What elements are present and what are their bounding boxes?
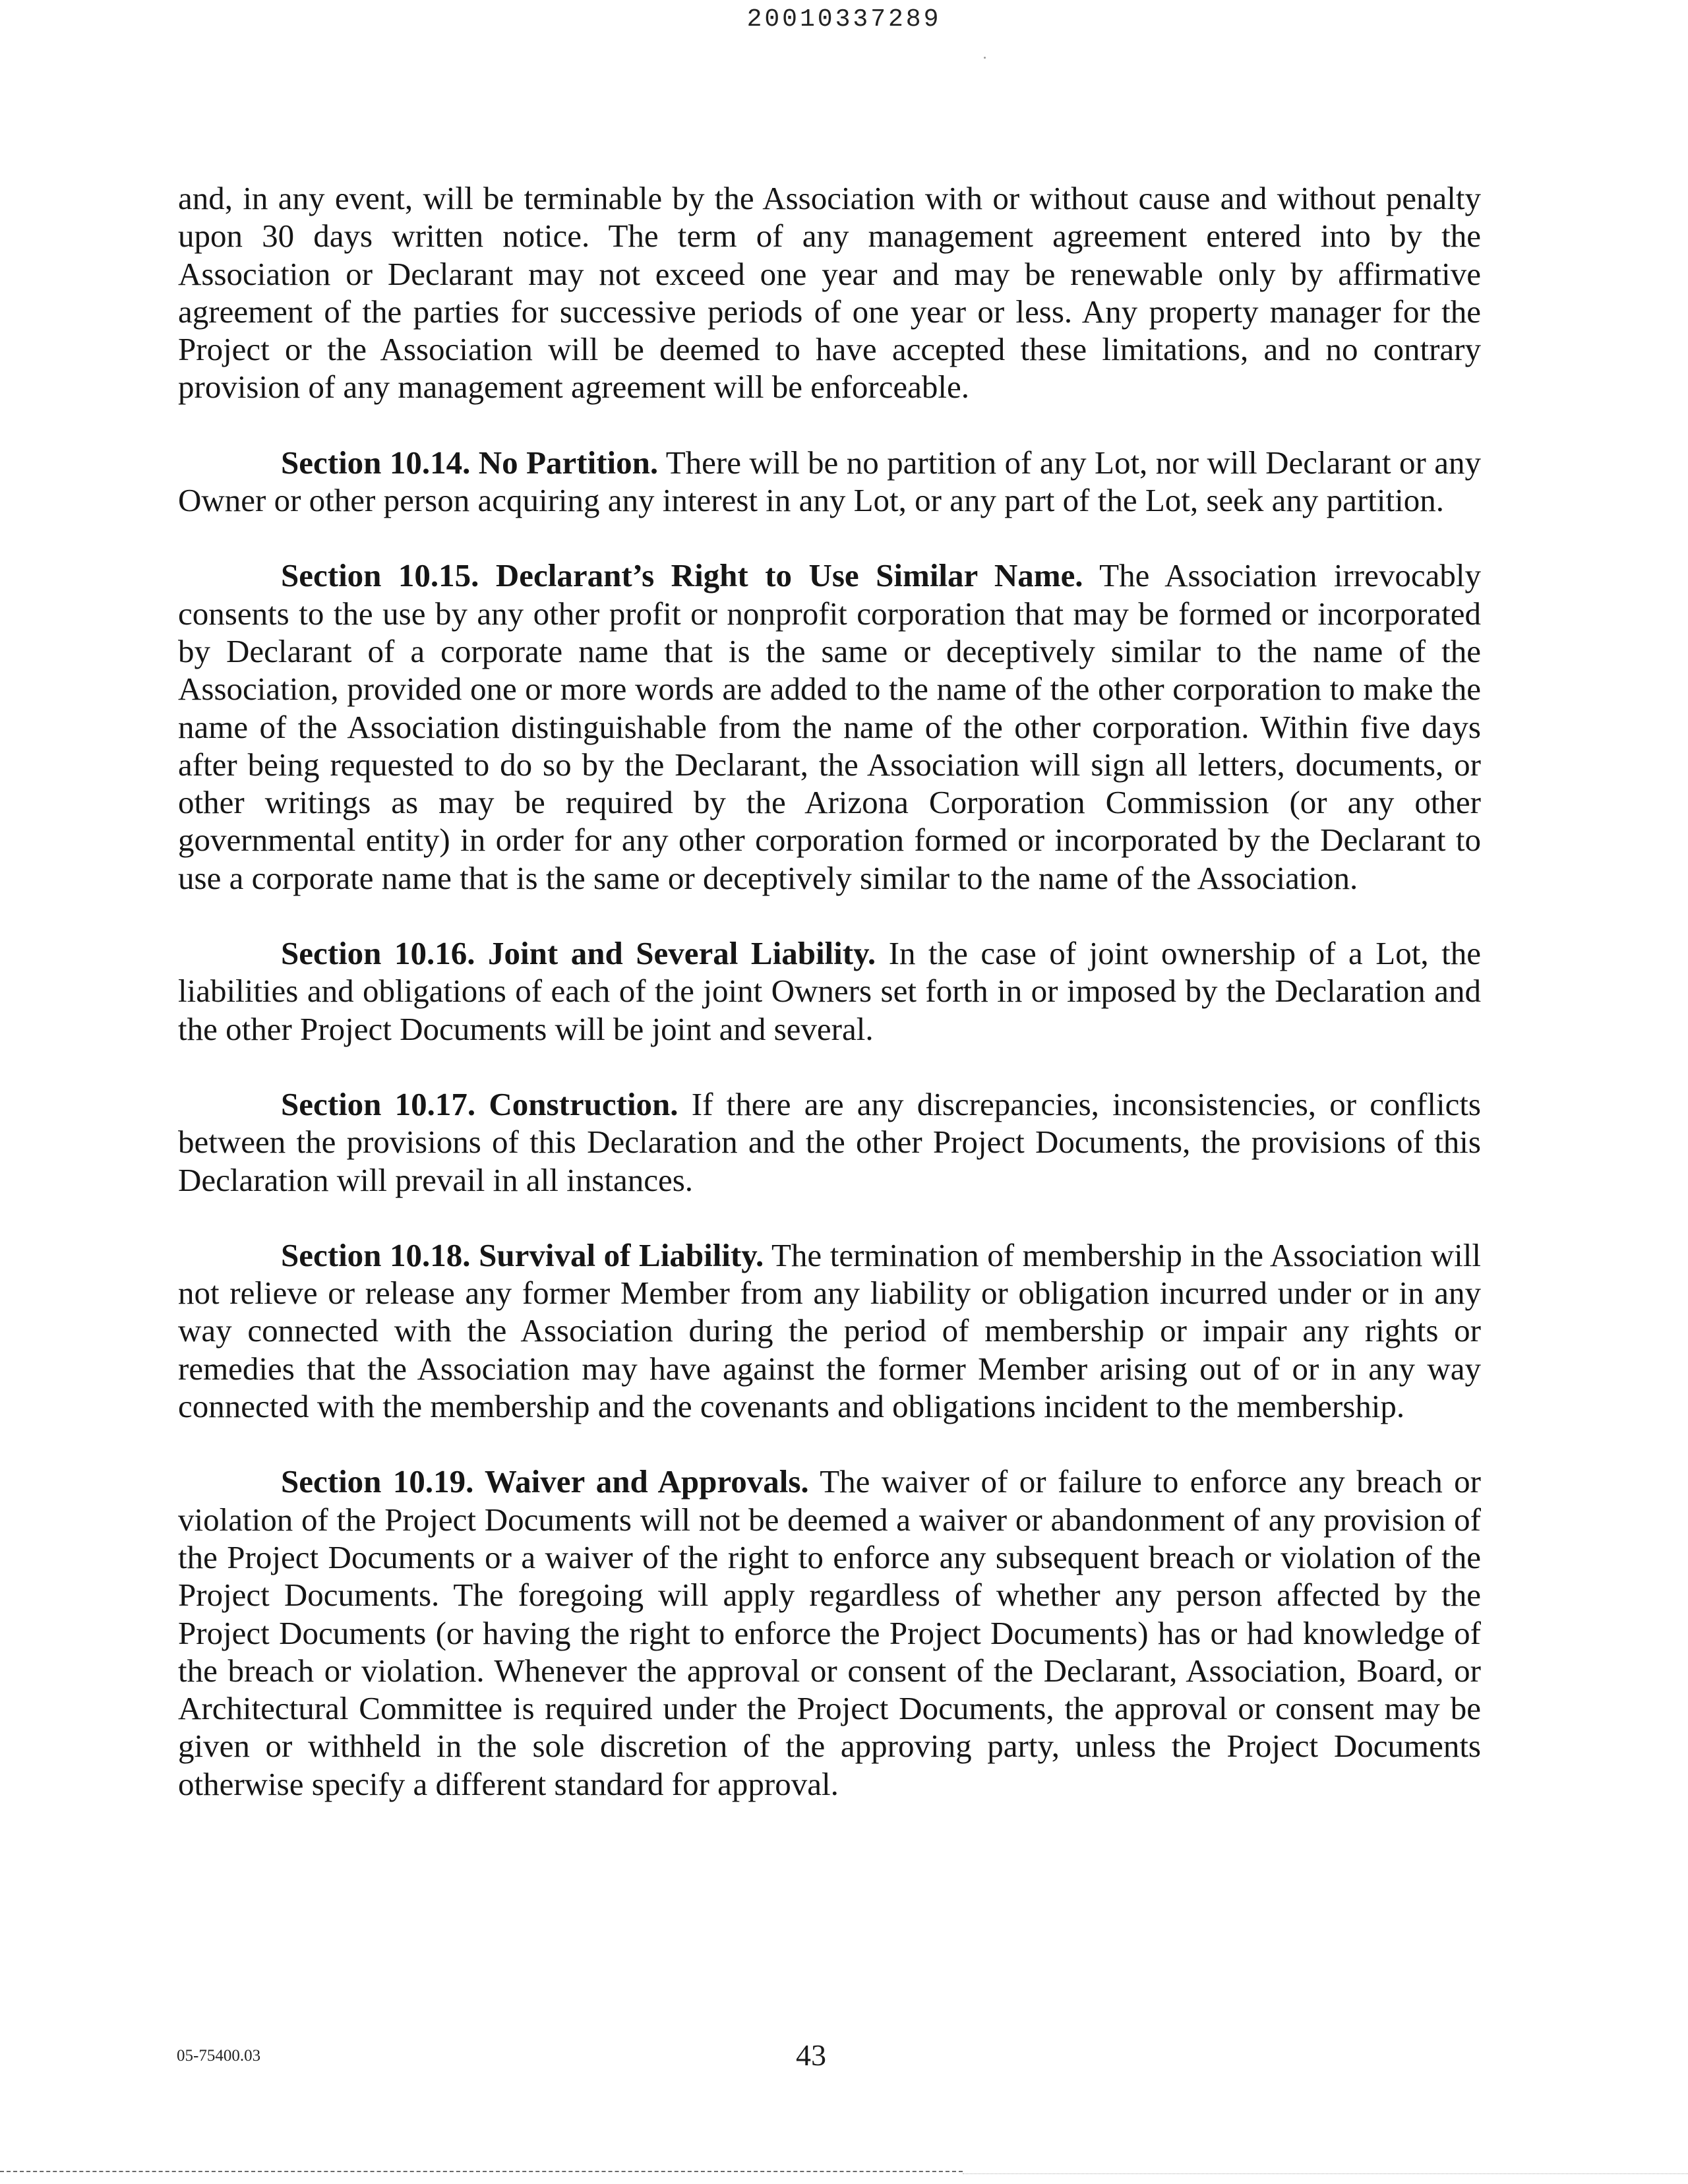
section-text: The waiver of or failure to enforce any breach or violation of the Project Documents will not be deemed a waiver or abandonment of any provision of the Project Documents or a waiver of the right to enforce any subsequent breach or violation of the Project Documents. The foregoing will apply regardless of whether any person affected by the Project Documents (or having the right to enforce the Project Documents) has or had knowledge of the breach or violation. Whenever the approval or consent of the Declarant, Association, Board, or Architectural Committee is required under the Project Documents, the approval or consent may be given or withheld in the sole discretion of the approving party, unless the Project Documents otherwise specify a different standard for approval. xyxy=(178,1463,1481,1802)
section-heading: Section 10.18. Survival of Liability. xyxy=(281,1236,764,1273)
section-text: The Association irrevocably consents to the use by any other profit or nonprofit corporation that may be formed or incorporated by Declarant of a corporate name that is the same or deceptively similar to the name of the Association, provided one or more words are added to the name of the other corporation to make the name of the Association distinguishable from the name of the other corporation. Within five days after being requested to do so by the Declarant, the Association will sign all letters, documents, or other writings as may be required by the Arizona Corporation Commission (or any other governmental entity) in order for any other corporation formed or incorporated by the Declarant to use a corporate name that is the same or deceptively similar to the name of the Association. xyxy=(178,557,1481,896)
footer-document-number: 05-75400.03 xyxy=(177,2047,261,2065)
section-heading: Section 10.19. Waiver and Approvals. xyxy=(281,1463,809,1500)
section-heading: Section 10.17. Construction. xyxy=(281,1085,678,1122)
scan-edge-line xyxy=(0,2171,963,2172)
scan-artifact xyxy=(984,57,986,59)
section-10-17 xyxy=(178,1085,1481,1199)
scan-edge-line xyxy=(963,2173,1688,2174)
section-text: In the case of joint ownership of a Lot, the liabilities and obligations of each of the joint Owners set forth in or imposed by the Declaration and the other Project Documents will be joint and several. xyxy=(178,935,1482,1047)
section-10-16 xyxy=(178,934,1481,1048)
section-text: There will be no partition of any Lot, nor will Declarant or any Owner or other person acquiring any interest in any Lot, or any part of the Lot, seek any partition. xyxy=(178,444,1481,519)
section-text: If there are any discrepancies, inconsistencies, or conflicts between the provisions of this Declaration and the other Project Documents, the provisions of this Declaration will prevail in all instances. xyxy=(178,1085,1481,1198)
section-text: The termination of membership in the Association will not relieve or release any former Member from any liability or obligation incurred under or in any way connected with the Association during the period of membership or impair any rights or remedies that the Association may have against the former Member arising out of or in any way connected with the membership and the covenants and obligations incident to the membership. xyxy=(178,1236,1481,1425)
paragraph-continuation xyxy=(178,179,1481,406)
page-number: 43 xyxy=(796,2038,826,2072)
section-heading: Section 10.14. No Partition. xyxy=(281,444,659,481)
section-heading: Section 10.16. Joint and Several Liability. xyxy=(281,935,876,972)
section-heading: Section 10.15. Declarant’s Right to Use Similar Name. xyxy=(281,557,1083,594)
section-10-18 xyxy=(178,1236,1481,1425)
section-10-19 xyxy=(178,1463,1481,1803)
paragraph-text: and, in any event, will be terminable by the Association with or without cause and without penalty upon 30 days written notice. The term of any management agreement entered into by the Association or Declarant may not exceed one year and may be renewable only by affirmative agreement of the parties for successive periods of one year or less. Any property manager for the Project or the Association will be deemed to have accepted these limitations, and no contrary provision of any management agreement will be enforceable. xyxy=(178,180,1481,406)
document-body xyxy=(178,179,1481,1803)
recording-number: 20010337289 xyxy=(746,5,942,34)
section-10-14 xyxy=(178,444,1481,520)
section-10-15 xyxy=(178,557,1481,897)
